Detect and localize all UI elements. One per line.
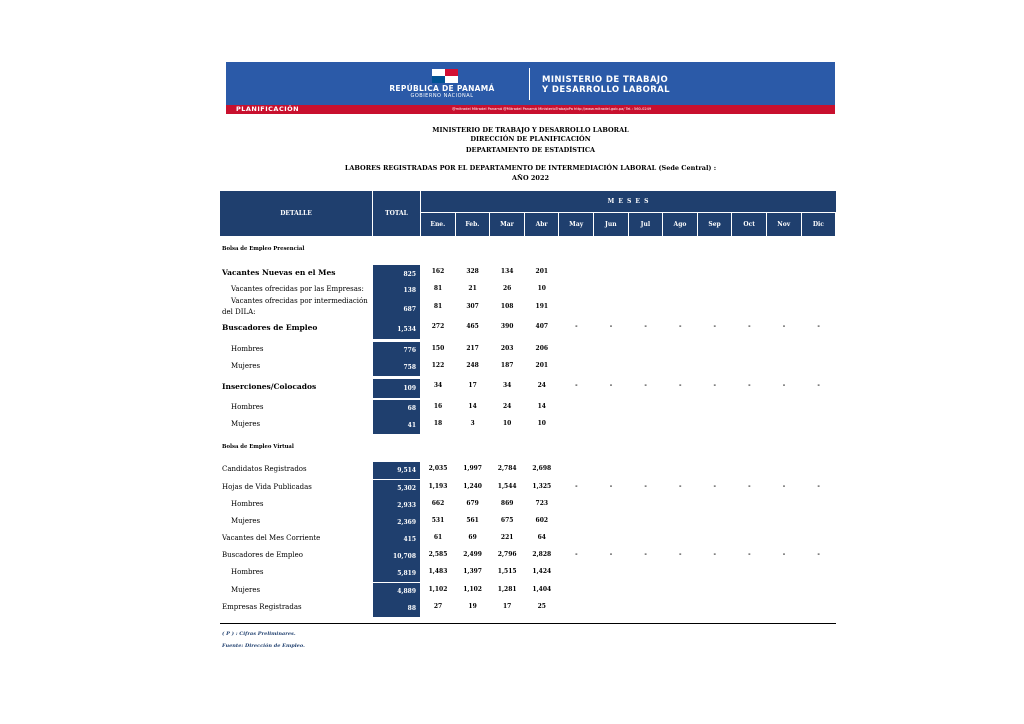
month-value: - [713,323,717,330]
section-label: Bolsa de Empleo Presencial [222,246,305,252]
row-label: Mujeres [231,362,261,370]
month-value: 191 [535,303,549,310]
month-value: - [817,551,820,558]
month-value: 10 [537,420,546,427]
month-value: 465 [466,323,479,330]
month-value: - [748,323,751,330]
month-header: Abr [525,213,559,236]
month-value: - [644,551,647,558]
month-value: 2,828 [532,551,552,558]
header-detalle: DETALLE [220,191,372,236]
month-value: 27 [433,603,443,610]
month-value: 1,997 [463,465,482,472]
month-header: Mar [490,213,524,236]
month-value: 201 [535,362,549,369]
month-value: - [782,323,786,330]
month-value: 162 [431,268,445,275]
month-value: - [748,551,751,558]
month-value: 1,397 [463,568,482,575]
month-value: 390 [500,323,514,330]
row-total: 5,819 [373,565,420,582]
month-value: 561 [466,517,479,524]
month-value: 16 [433,403,443,410]
direction-heading: DIRECCIÓN DE PLANIFICACIÓN [470,135,591,143]
month-value: - [817,483,820,490]
month-header: Jul [629,213,663,236]
month-value: 108 [500,303,514,310]
month-value: 328 [466,268,479,275]
month-value: 203 [500,345,514,352]
government-subtitle: GOBIERNO NACIONAL [410,93,474,99]
row-total: 109 [373,379,420,398]
month-value: 662 [431,500,445,507]
month-header: Jun [594,213,628,236]
month-value: 10 [503,420,512,427]
month-value: 1,193 [428,483,448,490]
row-total: 68 [373,400,420,417]
month-value: 2,784 [497,465,517,472]
month-value: 61 [433,534,443,541]
month-header: Feb. [456,213,490,236]
month-value: - [713,551,717,558]
month-value: 2,698 [532,465,552,472]
month-value: - [782,382,786,389]
ministry-banner [226,62,835,114]
month-value: 221 [500,534,514,541]
month-header: Oct [732,213,766,236]
month-value: 14 [537,403,546,410]
month-value: - [644,382,647,389]
report-year: AÑO 2022 [511,174,549,182]
month-value: 307 [466,303,479,310]
month-value: 34 [503,382,512,389]
month-value: 602 [535,517,549,524]
row-total: 2,933 [373,497,420,514]
month-value: - [644,483,647,490]
ministry-heading: MINISTERIO DE TRABAJO Y DESARROLLO LABORAL [432,126,629,134]
row-label: Vacantes ofrecidas por las Empresas: [231,285,364,293]
month-value: - [748,382,751,389]
month-value: 1,544 [497,483,517,490]
header-meses: M E S E S [421,191,836,212]
month-value: 2,499 [463,551,482,558]
month-value: - [678,382,682,389]
month-value: 19 [468,603,477,610]
month-value: 10 [537,285,546,292]
month-value: 869 [500,500,514,507]
banner-divider [529,68,530,100]
month-value: 675 [500,517,514,524]
department-heading: DEPARTAMENTO DE ESTADÍSTICA [465,146,596,154]
month-value: 25 [537,603,546,610]
row-label: Vacantes del Mes Corriente [222,534,321,542]
month-value: 206 [535,345,549,352]
month-value: - [678,483,682,490]
row-total: 1,534 [373,320,420,339]
month-value: 407 [535,323,549,330]
banner-blue-band [226,62,835,105]
report-title: LABORES REGISTRADAS POR EL DEPARTAMENTO DE INTERMEDIACIÓN LABORAL (Sede Central) : [344,164,717,172]
row-label: Hombres [231,500,264,508]
month-value: 17 [503,603,512,610]
contact-strip: @mitradel Mitradel Panamá @Mitradel Panamá MinisterioTrabajoPa http://www.mitradel.gob.pa/ Tel.: 560-0249 [452,107,652,111]
month-header: Ago [663,213,697,236]
month-value: 217 [466,345,479,352]
month-value: 201 [535,268,549,275]
month-value: 150 [431,345,445,352]
month-value: 272 [431,323,445,330]
month-value: 1,404 [532,586,552,593]
row-label: Buscadores de Empleo [222,323,318,332]
month-value: - [713,483,717,490]
row-total: 5,302 [373,480,420,497]
month-value: - [609,323,613,330]
month-header: Ene. [421,213,455,236]
row-total: 687 [373,295,420,325]
month-header: Sep [698,213,732,236]
row-label: Hombres [231,345,264,353]
month-value: 1,424 [532,568,552,575]
month-value: - [713,382,717,389]
row-total: 4,889 [373,583,420,600]
row-label: Mujeres [231,420,261,428]
month-value: - [575,551,578,558]
row-label: Buscadores de Empleo [222,551,304,559]
row-total: 415 [373,531,420,548]
preliminary-note: ( P ) : Cifras Preliminares. [222,631,296,637]
month-header: Nov [767,213,801,236]
month-value: - [782,551,786,558]
month-value: 1,483 [428,568,448,575]
month-value: 34 [433,382,443,389]
month-value: 679 [466,500,479,507]
section-label: PLANIFICACIÓN [236,105,300,113]
table-bottom-rule [220,623,836,624]
row-total: 825 [373,265,420,284]
month-value: 1,281 [497,586,517,593]
panama-flag-icon [432,69,458,83]
month-value: - [609,382,613,389]
row-label-continued: del DILA: [222,308,256,316]
row-total: 2,369 [373,514,420,531]
row-label: Mujeres [231,517,261,525]
row-total: 138 [373,282,420,299]
month-value: 26 [503,285,512,292]
month-value: 1,102 [463,586,482,593]
header-total: TOTAL [373,191,420,236]
month-value: 21 [468,285,477,292]
month-value: - [748,483,751,490]
month-value: 723 [535,500,549,507]
month-header: May [559,213,593,236]
month-value: 248 [466,362,479,369]
month-value: 2,585 [428,551,448,558]
month-value: 187 [500,362,514,369]
month-value: 81 [433,285,443,292]
row-total: 10,708 [373,548,420,565]
row-label: Inserciones/Colocados [222,382,317,391]
month-value: 64 [537,534,546,541]
month-value: - [678,323,682,330]
ministry-name-line1: MINISTERIO DE TRABAJO [542,75,669,85]
section-label: Bolsa de Empleo Virtual [222,444,294,450]
month-header: Dic [802,213,836,236]
row-total: 776 [373,342,420,359]
month-value: 81 [433,303,443,310]
row-label: Hombres [231,568,264,576]
month-value: 1,102 [428,586,448,593]
month-value: 2,796 [497,551,517,558]
month-value: 69 [468,534,477,541]
month-value: - [678,551,682,558]
row-total: 41 [373,417,420,434]
month-value: 1,325 [532,483,552,490]
row-label: Hombres [231,403,264,411]
month-value: - [575,483,578,490]
month-value: - [575,382,578,389]
month-value: 17 [468,382,477,389]
month-value: 3 [470,420,475,427]
month-value: 134 [500,268,514,275]
row-total: 9,514 [373,462,420,479]
row-label: Empresas Registradas [222,603,302,611]
month-value: 531 [431,517,445,524]
row-label: Candidatos Registrados [222,465,307,473]
month-value: 1,240 [463,483,482,490]
row-total: 758 [373,359,420,376]
month-value: - [609,551,613,558]
month-value: 18 [433,420,443,427]
row-label: Vacantes Nuevas en el Mes [222,268,336,277]
month-value: - [817,323,820,330]
month-value: - [609,483,613,490]
month-value: 122 [431,362,445,369]
row-label: Vacantes ofrecidas por intermediación [231,297,368,305]
month-value: 1,515 [497,568,517,575]
month-value: - [817,382,820,389]
row-label: Hojas de Vida Publicadas [222,483,312,491]
republic-title: REPÚBLICA DE PANAMÁ [389,84,495,93]
month-value: - [575,323,578,330]
month-value: 14 [468,403,477,410]
row-total: 88 [373,600,420,617]
row-label: Mujeres [231,586,261,594]
ministry-name-line2: Y DESARROLLO LABORAL [542,85,670,95]
month-value: - [644,323,647,330]
month-value: 24 [537,382,546,389]
month-value: - [782,483,786,490]
month-value: 24 [503,403,512,410]
source-note: Fuente: Dirección de Empleo. [222,643,305,649]
month-value: 2,035 [428,465,448,472]
